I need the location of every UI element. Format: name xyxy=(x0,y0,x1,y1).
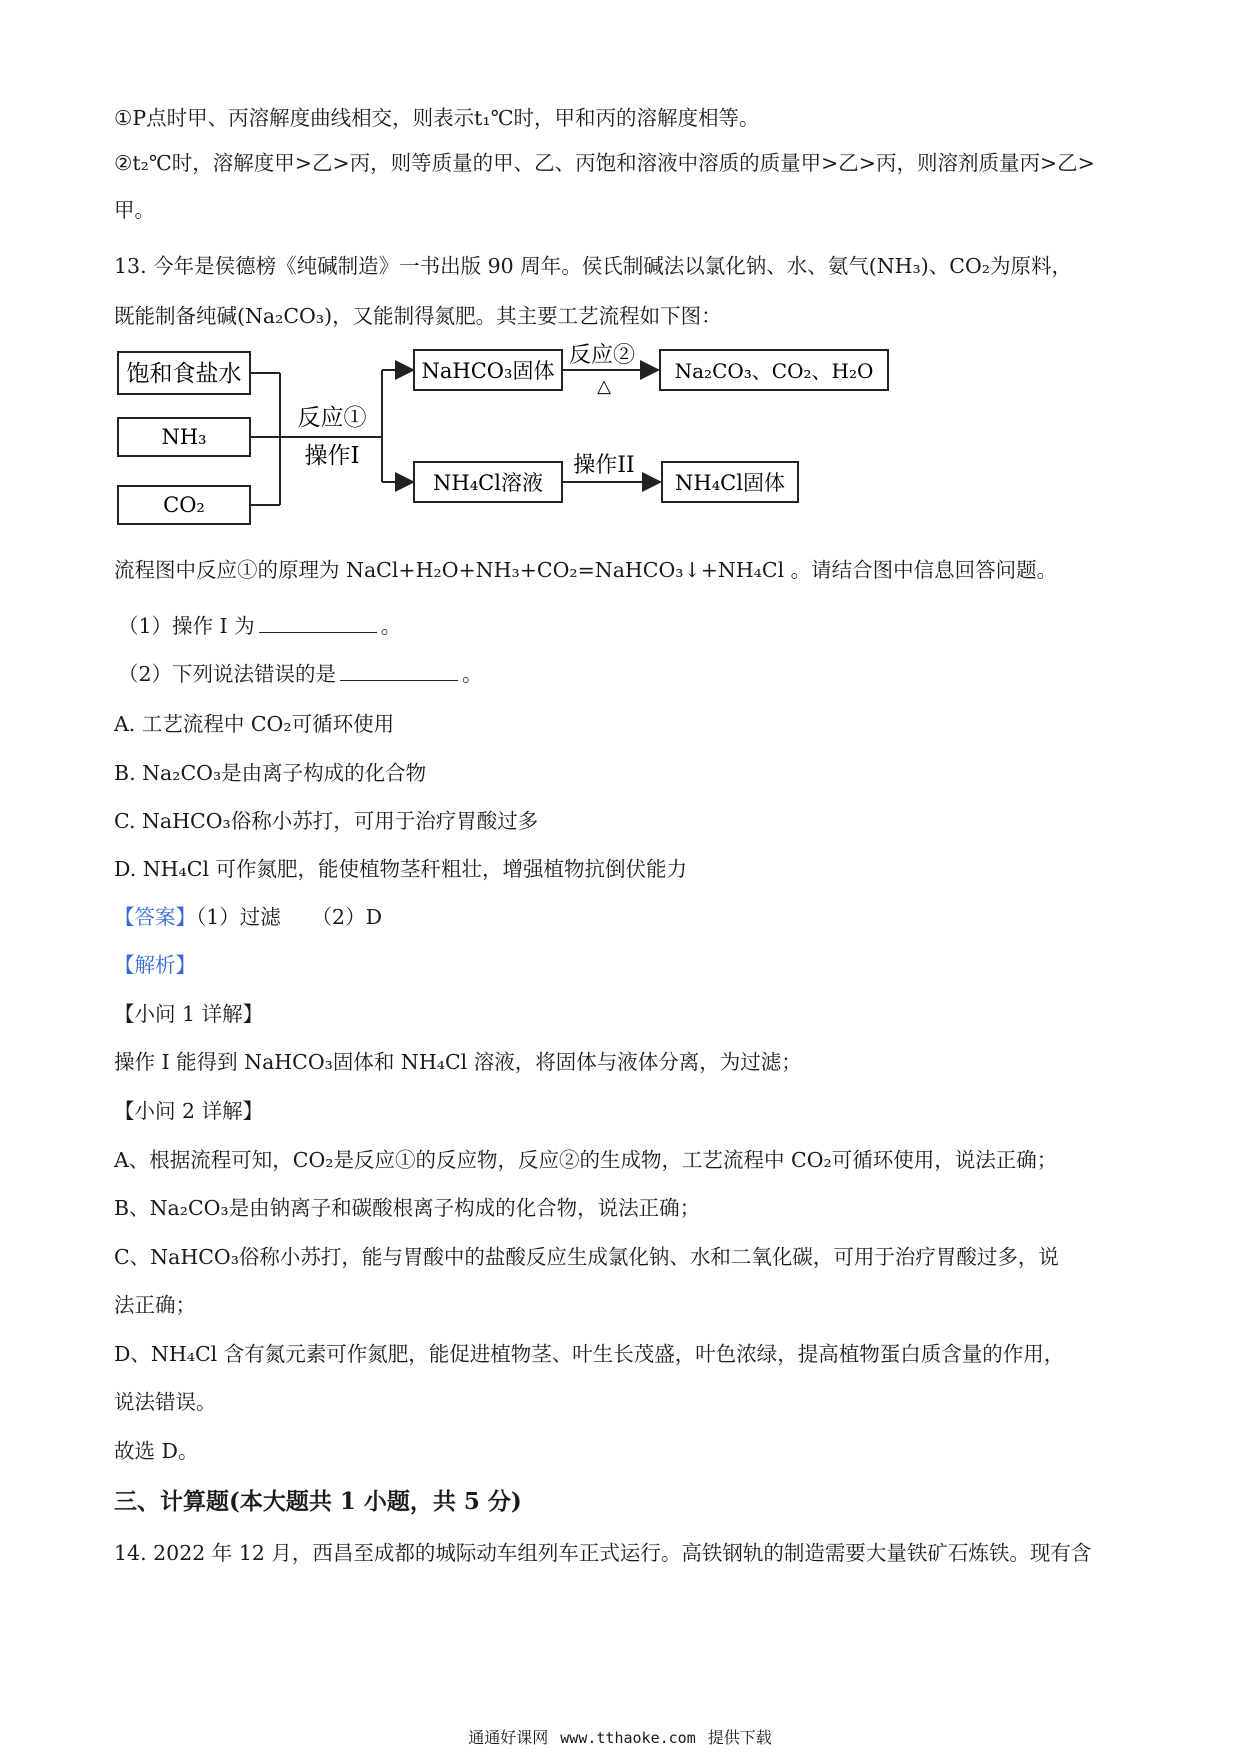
q13-sub2 xyxy=(118,660,483,688)
product-na2co3-label: Na₂CO₃、CO₂、H₂O xyxy=(674,359,874,383)
q13-sub1-end: 。 xyxy=(380,614,402,638)
heat-symbol: △ xyxy=(597,376,611,397)
footer-suffix: 提供下载 xyxy=(707,1728,772,1747)
q14-stem-line-1: 14. 2022 年 12 月，西昌至成都的城际动车组列车正式运行。高铁钢轨的制造需要大量铁矿石炼铁。现有含 xyxy=(114,1541,1092,1565)
input-co2-label: CO₂ xyxy=(163,493,205,517)
detail-1-heading: 【小问 1 详解】 xyxy=(114,1002,264,1026)
q13-principle: 流程图中反应①的原理为 NaCl+H₂O+NH₃+CO₂=NaHCO₃↓+NH₄Cl 。请结合图中信息回答问题。 xyxy=(114,558,1058,582)
process-flow-diagram xyxy=(110,340,920,530)
detail-1-text: 操作 I 能得到 NaHCO₃固体和 NH₄Cl 溶液，将固体与液体分离，为过滤； xyxy=(114,1050,802,1074)
detail-2-line-a: A、根据流程可知，CO₂是反应①的反应物，反应②的生成物，工艺流程中 CO₂可循环使用，说法正确； xyxy=(114,1148,1058,1172)
intro-line-1: ①P点时甲、丙溶解度曲线相交，则表示t₁℃时，甲和丙的溶解度相等。 xyxy=(114,106,760,130)
q13-sub2-text: （2）下列说法错误的是 xyxy=(118,662,337,686)
detail-2-line-c-cont: 法正确； xyxy=(114,1293,196,1317)
reaction-1-label: 反应① xyxy=(297,405,367,431)
option-b: B. Na₂CO₃是由离子构成的化合物 xyxy=(114,761,427,785)
option-d: D. NH₄Cl 可作氮肥，能使植物茎秆粗壮，增强植物抗倒伏能力 xyxy=(114,857,688,881)
product-nh4cl-solid-label: NH₄Cl固体 xyxy=(675,471,785,495)
detail-2-line-b: B、Na₂CO₃是由钠离子和碳酸根离子构成的化合物，说法正确； xyxy=(114,1196,701,1220)
option-c: C. NaHCO₃俗称小苏打，可用于治疗胃酸过多 xyxy=(114,809,539,833)
intro-line-2: ②t₂℃时，溶解度甲>乙>丙，则等质量的甲、乙、丙饱和溶液中溶质的质量甲>乙>丙，则溶剂质量丙>乙> xyxy=(114,151,1095,175)
product-nahco3-label: NaHCO₃固体 xyxy=(421,359,555,383)
answer-text: （1）过滤 （2）D xyxy=(196,905,383,929)
detail-2-heading: 【小问 2 详解】 xyxy=(114,1099,264,1123)
detail-2-line-c: C、NaHCO₃俗称小苏打，能与胃酸中的盐酸反应生成氯化钠、水和二氧化碳，可用于治疗胃酸过多，说 xyxy=(114,1245,1059,1269)
answer-line xyxy=(114,903,382,931)
conclusion-line: 故选 D。 xyxy=(114,1439,199,1463)
footer-url[interactable]: www.tthaoke.com xyxy=(560,1729,696,1747)
detail-2-line-d-cont: 说法错误。 xyxy=(114,1390,217,1414)
operation-1-label: 操作I xyxy=(304,443,360,469)
product-nh4cl-solution-label: NH₄Cl溶液 xyxy=(433,471,543,495)
option-a: A. 工艺流程中 CO₂可循环使用 xyxy=(114,712,395,736)
detail-2-line-d: D、NH₄Cl 含有氮元素可作氮肥，能促进植物茎、叶生长茂盛，叶色浓绿，提高植物蛋白质含量的作用， xyxy=(114,1342,1065,1366)
section-3-title: 三、计算题(本大题共 1 小题，共 5 分) xyxy=(114,1488,522,1515)
q13-stem-line-1: 13. 今年是侯德榜《纯碱制造》一书出版 90 周年。侯氏制碱法以氯化钠、水、氨气(NH₃)、CO₂为原料， xyxy=(114,254,1072,278)
operation-2-label: 操作II xyxy=(573,453,635,478)
q13-sub1 xyxy=(118,612,401,640)
answer-tag: 【答案】 xyxy=(114,905,196,929)
footer-site-name: 通通好课网 xyxy=(468,1728,549,1747)
q13-sub2-blank[interactable] xyxy=(340,660,458,681)
reaction-2-label: 反应② xyxy=(568,343,636,368)
page-footer xyxy=(0,1728,1240,1748)
q13-sub1-blank[interactable] xyxy=(259,612,377,633)
input-nh3-label: NH₃ xyxy=(161,425,207,449)
input-brine-label: 饱和食盐水 xyxy=(126,361,242,387)
q13-stem-line-2: 既能制备纯碱(Na₂CO₃)，又能制得氮肥。其主要工艺流程如下图： xyxy=(114,304,722,328)
intro-line-3: 甲。 xyxy=(114,198,155,222)
q13-sub1-text: （1）操作 I 为 xyxy=(118,614,255,638)
q13-sub2-end: 。 xyxy=(462,662,483,686)
analysis-tag: 【解析】 xyxy=(114,953,196,977)
